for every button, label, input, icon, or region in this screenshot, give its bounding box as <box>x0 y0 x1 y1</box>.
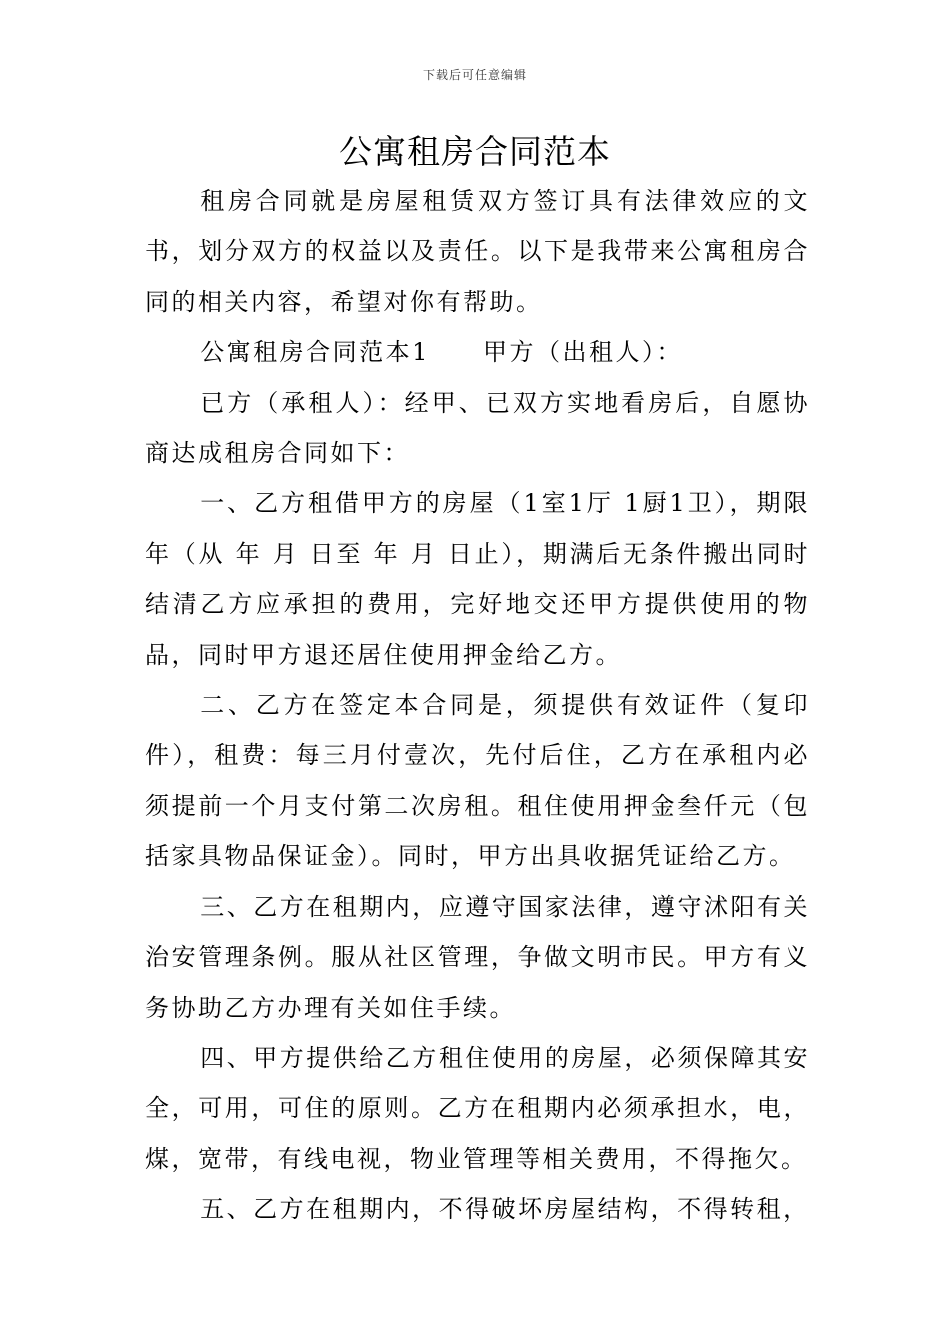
paragraph-clause-2: 二、乙方在签定本合同是，须提供有效证件（复印件），租费：每三月付壹次，先付后住，乙方在承租内必须提前一个月支付第二次房租。租住使用押金叁仟元（包括家具物品保证金）。同时，甲方出具收据凭证给乙方。 <box>145 691 810 871</box>
document-title: 公寓租房合同范本 <box>339 132 611 171</box>
paragraph-intro: 租房合同就是房屋租赁双方签订具有法律效应的文书，划分双方的权益以及责任。以下是我带来公寓租房合同的相关内容，希望对你有帮助。 <box>145 187 810 316</box>
paragraph-contract-heading: 公寓租房合同范本1 甲方（出租人）： <box>200 338 683 367</box>
document-body <box>145 176 810 1235</box>
paragraph-tenant: 已方（承租人）：经甲、已双方实地看房后，自愿协商达成租房合同如下： <box>145 388 810 468</box>
paragraph-clause-4: 四、甲方提供给乙方租住使用的房屋，必须保障其安全，可用，可住的原则。乙方在租期内必须承担水，电，煤，宽带，有线电视，物业管理等相关费用，不得拖欠。 <box>145 1043 810 1173</box>
paragraph-clause-5: 五、乙方在租期内，不得破坏房屋结构，不得转租， <box>200 1195 810 1224</box>
paragraph-clause-3: 三、乙方在租期内，应遵守国家法律，遵守沭阳有关治安管理条例。服从社区管理，争做文明市民。甲方有义务协助乙方办理有关如住手续。 <box>145 892 810 1022</box>
paragraph-clause-1: 一、乙方租借甲方的房屋（1室1厅 1厨1卫），期限 年（从 年 月 日至 年 月 日止），期满后无条件搬出同时结清乙方应承担的费用，完好地交还甲方提供使用的物品，同时甲方退还居住使用押金给乙方。 <box>145 489 810 669</box>
header-note: 下载后可任意编辑 <box>422 68 527 82</box>
